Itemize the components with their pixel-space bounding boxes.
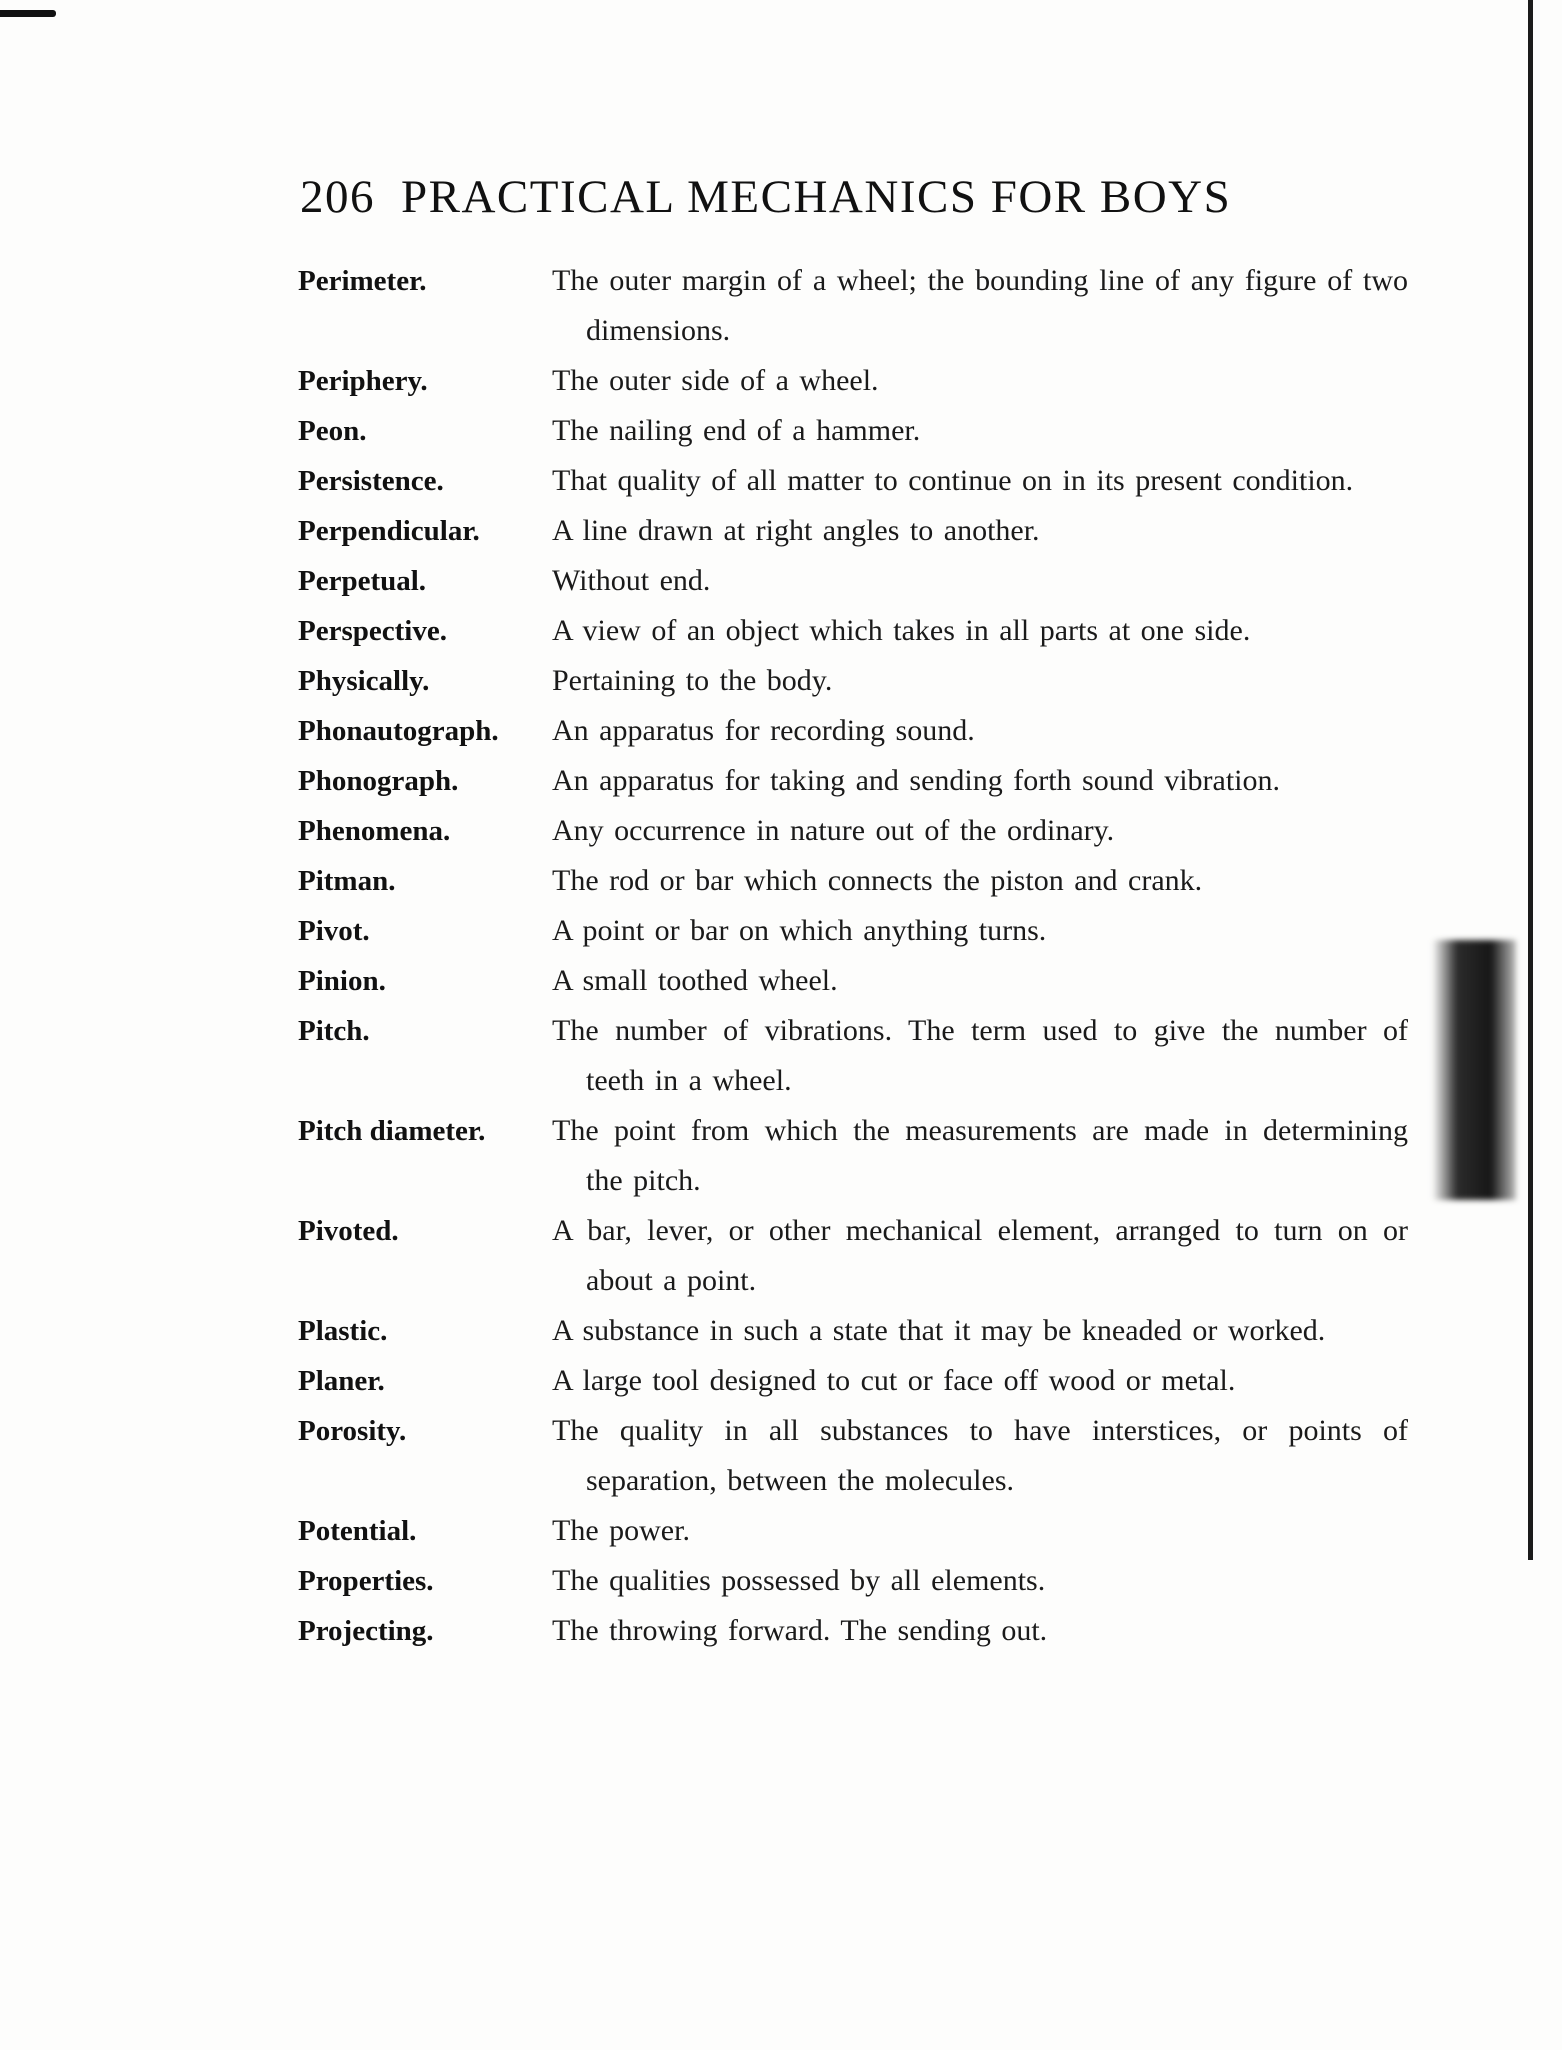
glossary-entry — [298, 956, 1408, 1006]
glossary-entry — [298, 406, 1408, 456]
glossary-definition: A view of an object which takes in all parts at one side. — [552, 614, 1251, 647]
glossary-definition: A line drawn at right angles to another. — [552, 514, 1040, 547]
glossary-definition: A point or bar on which anything turns. — [552, 914, 1047, 947]
glossary-entry — [298, 556, 1408, 606]
glossary-term: Porosity. — [298, 1415, 407, 1447]
glossary-definition: That quality of all matter to continue on in its present condition. — [552, 464, 1354, 497]
binding-shadow — [1432, 940, 1516, 1200]
glossary-entry — [298, 656, 1408, 706]
glossary-term: Pitman. — [298, 865, 396, 897]
glossary-entry — [298, 456, 1408, 506]
glossary-term: Pivoted. — [298, 1215, 399, 1247]
glossary-term: Perpendicular. — [298, 515, 480, 547]
glossary-term: Phonautograph. — [298, 715, 499, 747]
running-head — [300, 170, 1380, 224]
glossary-entry — [298, 1406, 1408, 1506]
glossary-entry — [298, 1106, 1408, 1206]
glossary-entry — [298, 1206, 1408, 1306]
glossary-definition: An apparatus for taking and sending forth sound vibration. — [552, 764, 1281, 797]
glossary-entry — [298, 1306, 1408, 1356]
glossary-term: Persistence. — [298, 465, 444, 497]
glossary-definition: A bar, lever, or other mechanical element, arranged to turn on or about a point. — [552, 1214, 1408, 1297]
glossary-term: Potential. — [298, 1515, 417, 1547]
page-number: 206 — [300, 171, 375, 223]
glossary-term: Perimeter. — [298, 265, 427, 297]
glossary-term: Physically. — [298, 665, 430, 697]
glossary-entry — [298, 256, 1408, 356]
glossary-entry — [298, 1556, 1408, 1606]
glossary-entry — [298, 1006, 1408, 1106]
page-edge-line — [1528, 0, 1533, 1560]
glossary-definition: The nailing end of a hammer. — [552, 414, 921, 447]
glossary-term: Projecting. — [298, 1615, 434, 1647]
glossary-definition: Without end. — [552, 564, 711, 597]
glossary-definition: The throwing forward. The sending out. — [552, 1614, 1048, 1647]
glossary-definition: The outer side of a wheel. — [552, 364, 879, 397]
book-title: PRACTICAL MECHANICS FOR BOYS — [401, 171, 1232, 223]
glossary-entry — [298, 606, 1408, 656]
glossary-definition: The rod or bar which connects the piston and crank. — [552, 864, 1203, 897]
glossary-definition: A large tool designed to cut or face off wood or metal. — [552, 1364, 1236, 1397]
glossary-term: Pinion. — [298, 965, 386, 997]
glossary-entry — [298, 706, 1408, 756]
glossary-entry — [298, 806, 1408, 856]
glossary-term: Peon. — [298, 415, 367, 447]
glossary-definition: Any occurrence in nature out of the ordinary. — [552, 814, 1115, 847]
glossary-entry — [298, 906, 1408, 956]
glossary-term: Phonograph. — [298, 765, 459, 797]
scan-corner-mark — [0, 10, 56, 17]
glossary-definition: The number of vibrations. The term used to give the number of teeth in a wheel. — [552, 1014, 1408, 1097]
glossary-entry — [298, 506, 1408, 556]
glossary-entry — [298, 1606, 1408, 1656]
glossary-term: Plastic. — [298, 1315, 388, 1347]
glossary-term: Periphery. — [298, 365, 428, 397]
glossary-term: Pivot. — [298, 915, 370, 947]
glossary-term: Pitch diameter. — [298, 1115, 486, 1147]
glossary-term: Pitch. — [298, 1015, 370, 1047]
glossary-term: Perspective. — [298, 615, 447, 647]
glossary-entry — [298, 1356, 1408, 1406]
glossary-definition: A small toothed wheel. — [552, 964, 838, 997]
glossary-definition: A substance in such a state that it may be kneaded or worked. — [552, 1314, 1326, 1347]
glossary-term: Perpetual. — [298, 565, 427, 597]
glossary-entry — [298, 356, 1408, 406]
glossary-term: Properties. — [298, 1565, 434, 1597]
glossary-term: Planer. — [298, 1365, 385, 1397]
glossary-definition: The power. — [552, 1514, 690, 1547]
glossary-term: Phenomena. — [298, 815, 451, 847]
glossary-list — [298, 256, 1408, 1656]
glossary-definition: The qualities possessed by all elements. — [552, 1564, 1046, 1597]
glossary-definition: Pertaining to the body. — [552, 664, 833, 697]
glossary-definition: The quality in all substances to have interstices, or points of separation, between the molecules. — [552, 1414, 1408, 1497]
glossary-entry — [298, 756, 1408, 806]
glossary-definition: The outer margin of a wheel; the bounding line of any figure of two dimensions. — [552, 264, 1408, 347]
glossary-definition: The point from which the measurements are made in determining the pitch. — [552, 1114, 1408, 1197]
glossary-entry — [298, 856, 1408, 906]
glossary-definition: An apparatus for recording sound. — [552, 714, 975, 747]
glossary-entry — [298, 1506, 1408, 1556]
